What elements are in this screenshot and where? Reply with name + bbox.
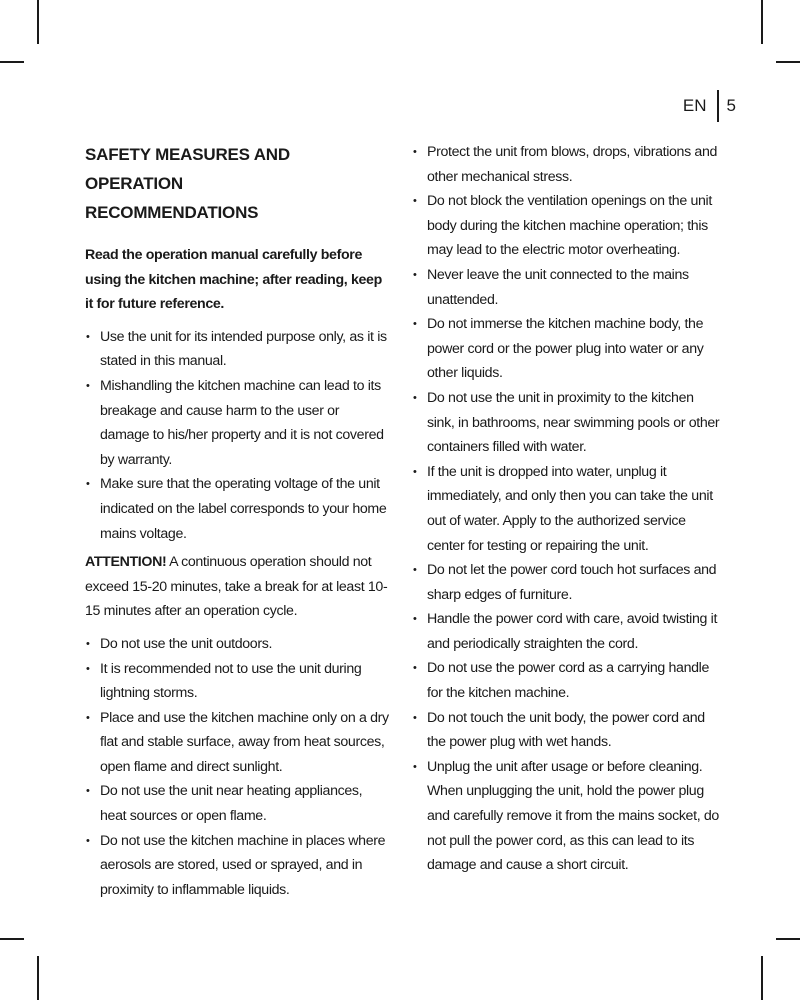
list-item: • Do not use the unit near heating appliances, heat sources or open flame.	[85, 779, 390, 828]
list-item: • Do not immerse the kitchen machine body, the power cord or the power plug into water or any other liquids.	[412, 312, 722, 386]
bullet-list-b	[85, 632, 390, 903]
crop-mark-top-left-vertical	[37, 0, 39, 44]
section-title-line-2: RECOMMENDATIONS	[85, 203, 259, 222]
attention-label: ATTENTION!	[85, 554, 167, 571]
list-item: • Never leave the unit connected to the mains unattended.	[412, 263, 722, 312]
list-item: • Do not let the power cord touch hot surfaces and sharp edges of furniture.	[412, 558, 722, 607]
list-item: • Place and use the kitchen machine only on a dry flat and stable surface, away from heat sources, open flame and direct sunlight.	[85, 706, 390, 780]
right-column	[412, 140, 722, 878]
crop-mark-bottom-right-horizontal	[776, 938, 800, 940]
list-item: • Do not use the unit outdoors.	[85, 632, 390, 657]
page-number: 5	[726, 96, 736, 115]
attention-paragraph	[85, 550, 390, 624]
left-column	[85, 140, 390, 902]
bullet-list-right	[412, 140, 722, 878]
section-title	[85, 140, 390, 227]
section-title-line-1: SAFETY MEASURES AND OPERATION	[85, 145, 290, 193]
bullet-list-a	[85, 325, 390, 546]
crop-mark-top-right-horizontal	[776, 61, 800, 63]
list-item: • Do not touch the unit body, the power cord and the power plug with wet hands.	[412, 706, 722, 755]
crop-mark-top-left-horizontal	[0, 61, 24, 63]
crop-mark-bottom-left-horizontal	[0, 938, 24, 940]
attention-text: A continuous operation should not exceed 15-20 minutes, take a break for at least 10-15 minutes after an operation cycle.	[85, 554, 388, 620]
language-label: EN	[682, 96, 707, 115]
list-item: • Do not use the unit in proximity to the kitchen sink, in bathrooms, near swimming pools or other containers filled with water.	[412, 386, 722, 460]
list-item: • If the unit is dropped into water, unplug it immediately, and only then you can take the unit out of water. Apply to the authorized service center for testing or repairing the unit.	[412, 460, 722, 558]
list-item: • Do not use the kitchen machine in places where aerosols are stored, used or sprayed, and in proximity to inflammable liquids.	[85, 829, 390, 903]
crop-mark-bottom-left-vertical	[37, 956, 39, 1000]
page-header	[683, 90, 736, 122]
list-item: • Handle the power cord with care, avoid twisting it and periodically straighten the cord.	[412, 607, 722, 656]
crop-mark-bottom-right-vertical	[761, 956, 763, 1000]
list-item: • Mishandling the kitchen machine can lead to its breakage and cause harm to the user or damage to his/her property and it is not covered by warranty.	[85, 374, 390, 472]
crop-mark-top-right-vertical	[761, 0, 763, 44]
list-item: • It is recommended not to use the unit during lightning storms.	[85, 657, 390, 706]
list-item: • Unplug the unit after usage or before cleaning. When unplugging the unit, hold the power plug and carefully remove it from the mains socket, do not pull the power cord, as this can lead to its damage and cause a short circuit.	[412, 755, 722, 878]
list-item: • Do not use the power cord as a carrying handle for the kitchen machine.	[412, 656, 722, 705]
list-item: • Make sure that the operating voltage of the unit indicated on the label corresponds to your home mains voltage.	[85, 472, 390, 546]
list-item: • Protect the unit from blows, drops, vibrations and other mechanical stress.	[412, 140, 722, 189]
list-item: • Use the unit for its intended purpose only, as it is stated in this manual.	[85, 325, 390, 374]
list-item: • Do not block the ventilation openings on the unit body during the kitchen machine operation; this may lead to the electric motor overheating.	[412, 189, 722, 263]
intro-paragraph: Read the operation manual carefully before using the kitchen machine; after reading, keep it for future reference.	[85, 247, 382, 313]
